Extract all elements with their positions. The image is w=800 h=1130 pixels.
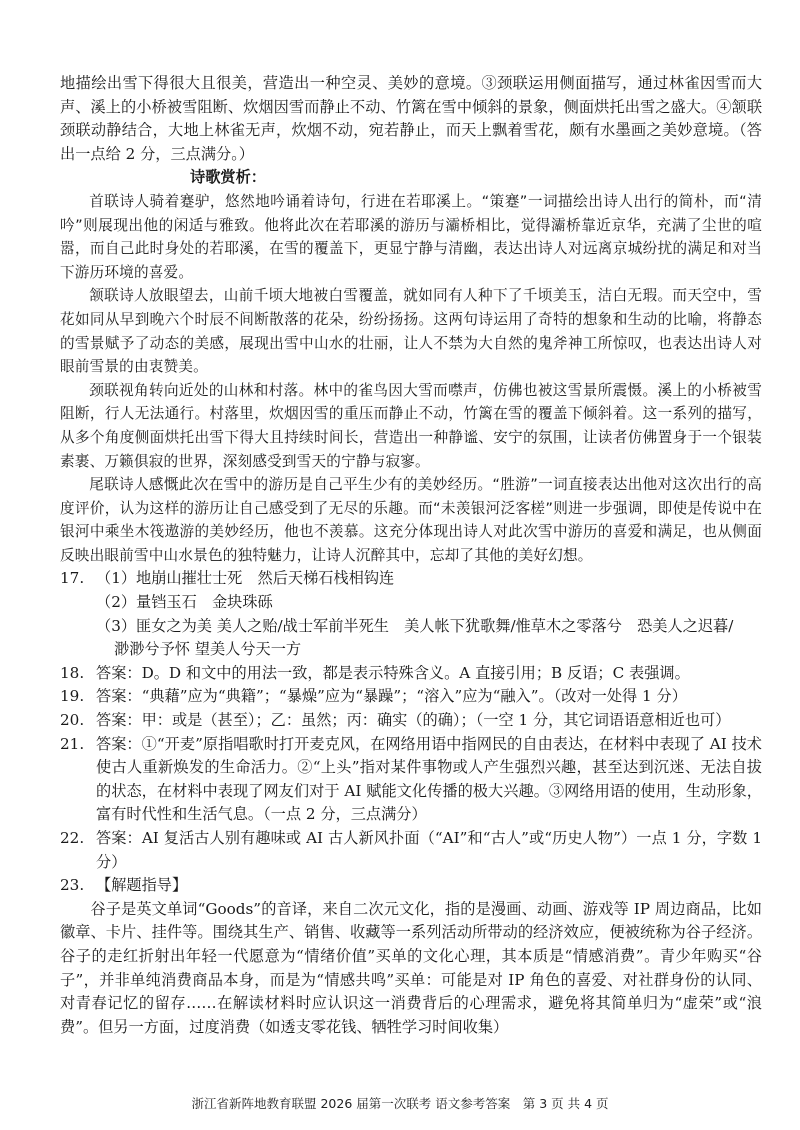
page-footer: 浙江省新阵地教育联盟 2026 届第一次联考 语文参考答案 第 3 页 共 4 页	[191, 1096, 609, 1111]
appreciation-paragraph-3: 颈联视角转向近处的山林和村落。林中的雀鸟因大雪而噤声，仿佛也被这雪景所震慑。溪上的小桥被雪阻断，行人无法通行。村落里，炊烟因雪的重压而静止不动，竹篱在雪的覆盖下倾斜着。这一系列的描写，从多个角度侧面烘托出雪下得大且持续时间长，营造出一种静谧、安宁的氛围，让读者仿佛置身于一个银装素裹、万籁俱寂的世界，深刻感受到雪天的宁静与寂寥。	[60, 381, 762, 470]
answer-20-number: 20.	[60, 711, 85, 730]
answer-22-number: 22.	[60, 829, 85, 847]
answer-23-number: 23.	[60, 876, 85, 895]
answer-20-text: 答案：甲：或是（甚至）；乙：虽然；丙：确实（的确）；（一空 1 分，其它词语语意相近也可）	[96, 711, 731, 730]
answer-17	[60, 567, 762, 591]
answer-21	[60, 733, 762, 827]
answer-23-label: 【解题指导】	[96, 876, 188, 895]
answer-18-number: 18.	[60, 663, 85, 682]
answer-20	[60, 709, 762, 733]
page-body	[60, 72, 762, 1039]
appreciation-paragraph-4: 尾联诗人感慨此次在雪中的游历是自己平生少有的美妙经历。“胜游”一词直接表达出他对这次出行的高度评价，认为这样的游历让自己感受到了无尽的乐趣。而“未羡银河泛客槎”则进一步强调，即使是传说中在银河中乘坐木筏遨游的美妙经历，他也不羡慕。这充分体现出诗人对此次雪中游历的喜爱和满足，也从侧面反映出眼前雪中山水景色的独特魅力，让诗人沉醉其中，忘却了其他的美好幻想。	[60, 476, 762, 564]
answer-23-guidance: 谷子是英文单词“Goods”的音译，来自二次元文化，指的是漫画、动画、游戏等 IP 周边商品，比如徽章、卡片、挂件等。围绕其生产、销售、收藏等一系列活动所带动的经济效应，便被统称为谷子经济。谷子的走红折射出年轻一代愿意为“情绪价值”买单的文化心理，其本质是“情感消费”。青少年购买“谷子”，并非单纯消费商品本身，而是为“情感共鸣”买单：可能是对 IP 角色的喜爱、对社群身份的认同、对青春记忆的留存……在解读材料时应认识这一消费背后的心理需求，避免将其简单归为“虚荣”或“浪费”。但另一方面，过度消费（如透支零花钱、牺牲学习时间收集）	[60, 899, 762, 1036]
appreciation-paragraph-1: 首联诗人骑着蹇驴，悠然地吟诵着诗句，行进在若耶溪上。“策蹇”一词描绘出诗人出行的简朴，而“清吟”则展现出他的闲适与雅致。他将此次在若耶溪的游历与灞桥相比，觉得灞桥靠近京华，充满了尘世的喧嚣，而自己此时身处的若耶溪，在雪的覆盖下，更显宁静与清幽，表达出诗人对远离京城纷扰的满足和对当下游历环境的喜爱。	[60, 192, 762, 281]
answer-19-text: 答案：“典藉”应为“典籍”；“暴燥”应为“暴躁”；“溶入”应为“融入”。（改对一处得 1 分）	[96, 687, 687, 706]
answer-21-number: 21.	[60, 734, 85, 753]
answer-19	[60, 685, 762, 709]
appreciation-paragraph-2: 颔联诗人放眼望去，山前千顷大地被白雪覆盖，就如同有人种下了千顷美玉，洁白无瑕。而天空中，雪花如同从早到晚六个时辰不间断散落的花朵，纷纷扬扬。这两句诗运用了奇特的想象和生动的比喻，将静态的雪景赋予了动态的美感，展现出雪中山水的壮丽，让人不禁为大自然的鬼斧神工所惊叹，也表达出诗人对眼前雪景的由衷赞美。	[60, 287, 762, 376]
answer-19-number: 19.	[60, 687, 85, 706]
answer-22-text: 答案：AI 复活古人别有趣味或 AI 古人新风扑面（“AI”和“古人”或“历史人物”）一点 1 分，字数 1 分）	[96, 829, 762, 871]
answer-18	[60, 662, 762, 686]
answer-18-text: 答案：D。D 和文中的用法一致，都是表示特殊含义。A 直接引用；B 反语；C 表强调。	[96, 663, 690, 682]
answer-17-line-4: 渺渺兮予怀 望美人兮天一方	[114, 640, 302, 659]
answer-17-line-1: （1）地崩山摧壮士死 然后天梯石栈相钩连	[96, 569, 395, 588]
answer-17-line-3: （3）匪女之为美 美人之贻/战士军前半死生 美人帐下犹歌舞/惟草木之零落兮 恐美人之迟暮/	[96, 616, 734, 635]
answer-23	[60, 874, 762, 898]
answer-17-line-2: （2）量铛玉石 金块珠砾	[96, 593, 273, 612]
intro-paragraph: 地描绘出雪下得很大且很美，营造出一种空灵、美妙的意境。③颈联运用侧面描写，通过林雀因雪而大声、溪上的小桥被雪阻断、炊烟因雪而静止不动、竹篱在雪中倾斜的景象，侧面烘托出雪之盛大。④颔联颈联动静结合，大地上林雀无声，炊烟不动，宛若静止，而天上飘着雪花，颇有水墨画之美妙意境。（答出一点给 2 分，三点满分。）	[60, 74, 762, 163]
answer-22	[60, 827, 762, 874]
answer-17-number: 17.	[60, 569, 85, 588]
answer-21-text: 答案：①“开麦”原指唱歌时打开麦克风，在网络用语中指网民的自由表达，在材料中表现了 AI 技术使古人重新焕发的生命活力。②“上头”指对某件事物或人产生强烈兴趣，甚至达到沉迷、无法自拔的状态，在材料中表现了网友们对于 AI 赋能文化传播的极大兴趣。③网络用语的使用，生动形象，富有时代性和生活气息。（一点 2 分，三点满分）	[96, 734, 762, 824]
appreciation-heading: 诗歌赏析：	[190, 168, 266, 187]
